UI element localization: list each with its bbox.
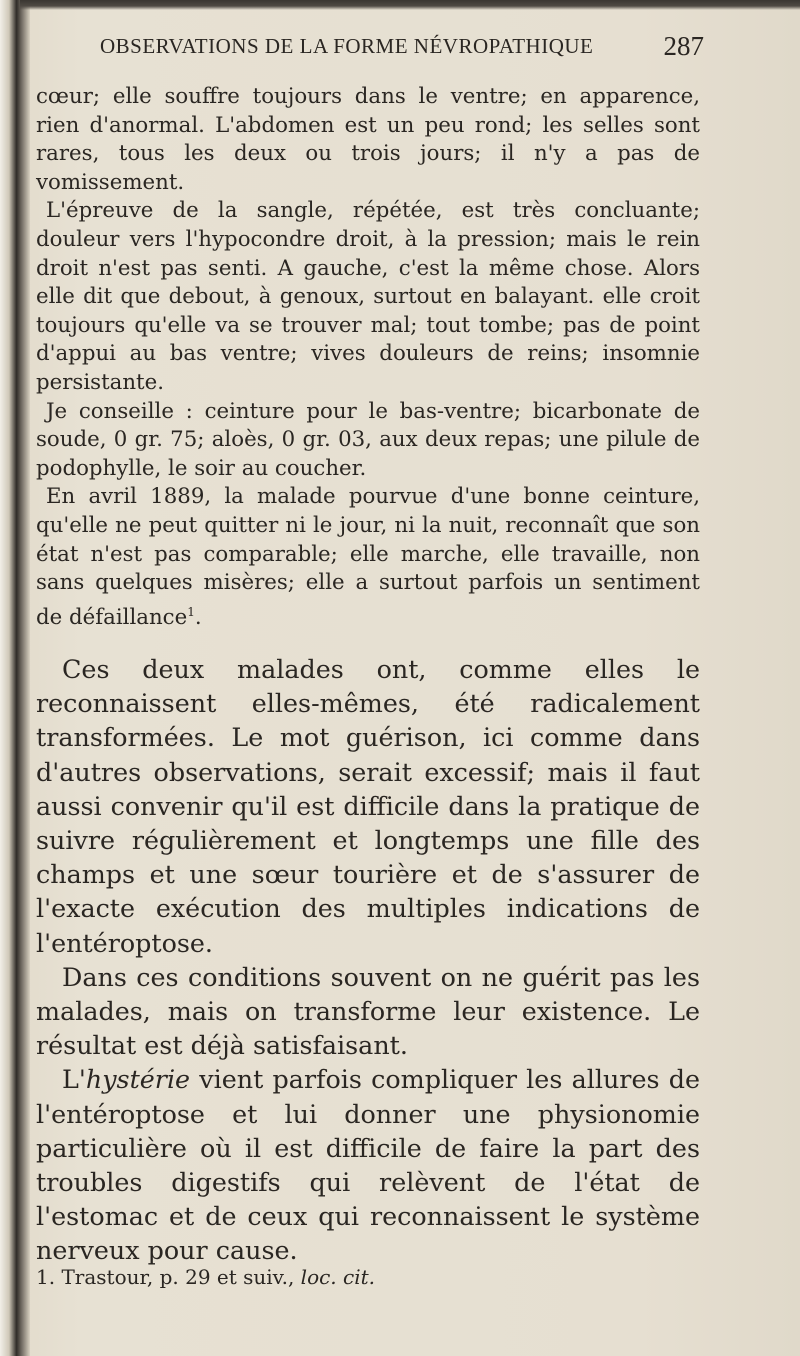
footnote (36, 1265, 375, 1289)
footnote-text: Trastour, p. 29 et suiv., (55, 1265, 301, 1289)
page-header (100, 30, 704, 62)
main-paragraph: Ces deux malades ont, comme elles le reconnaissent elles-mêmes, été radicalement transformées. Le mot guérison, ici comme dans d'autres observations, serait excessif; mais il faut aussi convenir qu'il est difficile dans la pratique de suivre régulièrement et longtemps une fille des champs et une sœur tourière et de s'assurer de l'exacte exécution des multiples indications de l'entéroptose. (36, 654, 700, 958)
footnote-number: 1. (36, 1265, 56, 1289)
page-number: 287 (663, 30, 704, 61)
observation-text (36, 83, 700, 632)
main-paragraph: Dans ces conditions souvent on ne guérit pas les malades, mais on transforme leur existence. Le résultat est déjà satisfaisant. (36, 961, 700, 1061)
main-paragraph (36, 1062, 700, 1267)
footnote-ref: loc. cit. (300, 1265, 376, 1289)
main-text (36, 652, 700, 1268)
main-paragraph-rest: vient parfois compliquer les allures de l'entéroptose et lui donner une physionomie particulière où il est difficile de faire la part des troubles digestifs qui relèvent de l'état de l'estomac et de ceux qui reconnaissent le système nerveux pour cause. (36, 1064, 700, 1266)
observation-paragraph: cœur; elle souffre toujours dans le ventre; en apparence, rien d'anormal. L'abdomen est un peu rond; les selles sont rares, tous les deux ou trois jours; il n'y a pas de vomissement. (36, 84, 700, 195)
footnote-marker: 1 (187, 604, 195, 619)
emphasis-hysteria: hystérie (85, 1064, 191, 1095)
observation-paragraph: Je conseille : ceinture pour le bas-ventre; bicarbonate de soude, 0 gr. 75; aloès, 0 gr. 03, aux deux repas; une pilule de podophylle, le soir au coucher. (36, 398, 700, 481)
running-head: OBSERVATIONS DE LA FORME NÉVROPATHIQUE (100, 33, 594, 58)
main-paragraph-prefix: L' (62, 1064, 86, 1095)
page-gutter (0, 0, 30, 1356)
observation-paragraph: En avril 1889, la malade pourvue d'une bonne ceinture, qu'elle ne peut quitter ni le jour, ni la nuit, reconnaît que son état n'est pas comparable; elle marche, elle travaille, non sans quelques misères; elle a surtout parfois un sentiment de défaillance$^1$. (36, 484, 700, 630)
scan-top-edge (20, 0, 800, 10)
observation-paragraph-text: En avril 1889, la malade pourvue d'une bonne ceinture, qu'elle ne peut quitter ni le jour, ni la nuit, reconnaît que son état n'est pas comparable; elle marche, elle travaille, non sans quelques misères; elle a surtout parfois un sentiment de défaillance (36, 484, 700, 630)
observation-paragraph: L'épreuve de la sangle, répétée, est très concluante; douleur vers l'hypocondre droit, à la pression; mais le rein droit n'est pas senti. A gauche, c'est la même chose. Alors elle dit que debout, à genoux, surtout en balayant. elle croit toujours qu'elle va se trouver mal; tout tombe; pas de point d'appui au bas ventre; vives douleurs de reins; insomnie persistante. (36, 198, 700, 395)
